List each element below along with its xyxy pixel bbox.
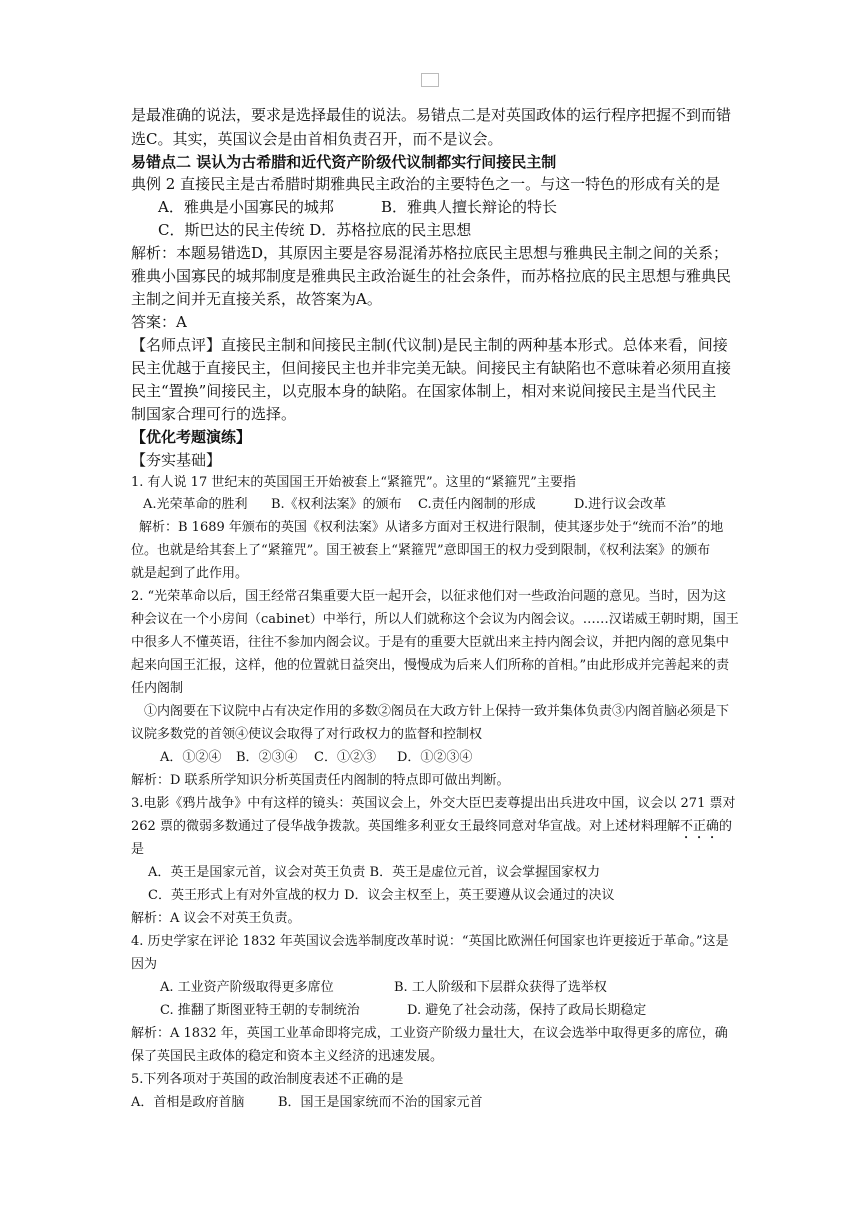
question-3 [131,816,732,842]
section-heading: 易错点二 误认为古希腊和近代资产阶级代议制都实行间接民主制 [131,153,557,171]
option-c: C. 推翻了斯图亚特王朝的专制统治 [160,1003,360,1018]
question-3: 是 [131,842,145,857]
analysis-line: 解析：B 1689 年颁布的英国《权利法案》从诸多方面对王权进行限制，使其逐步处于“统而不治”的地 [139,520,724,535]
emphasis-text: 不正确 [679,819,719,834]
analysis-line: 保了英国民主政体的稳定和资本主义经济的迅速发展。 [131,1049,444,1064]
question-2: 起来向国王汇报，这样，他的位置就日益突出，慢慢成为后来人们所称的首相。”由此形成并完善起来的责 [131,658,730,673]
option-a: A. 工业资产阶级取得更多席位 [160,980,334,995]
text-line: 选C。其实，英国议会是由首相负责召开，而不是议会。 [131,130,503,148]
analysis-line: 解析：本题易错选D，其原因主要是容易混淆苏格拉底民主思想与雅典民主制之间的关系； [131,244,729,262]
option-b: B.《权利法案》的颁布 [271,497,402,512]
option-a: A．雅典是小国寡民的城邦 [158,198,334,216]
statement-list: ①内阁要在下议院中占有决定作用的多数②阁员在大政方针上保持一致并集体负责③内阁首脑必须是下 [144,704,730,719]
option-a: A.光荣革命的胜利 [143,497,248,512]
example-question: 典例 2 直接民主是古希腊时期雅典民主政治的主要特色之一。与这一特色的形成有关的是 [131,175,721,193]
analysis-line: 解析：A 1832 年，英国工业革命即将完成，工业资产阶级力量壮大，在议会选举中取得更多的席位，确 [131,1026,728,1041]
option-c: C.责任内阁制的形成 [418,497,536,512]
question-5: 5.下列各项对于英国的政治制度表述不正确的是 [131,1072,404,1087]
options-cd: C．英王形式上有对外宣战的权力 D．议会主权至上，英王要遵从议会通过的决议 [148,888,615,903]
option-d: D．①②③④ [397,750,473,765]
statement-list: 议院多数党的首领④使议会取得了对行政权力的监督和控制权 [131,727,483,742]
option-b: B．②③④ [236,750,298,765]
option-b: B．国王是国家统而不治的国家元首 [278,1095,483,1110]
question-2: 种会议在一个小房间（cabinet）中举行，所以人们就称这个会议为内阁会议。……汉诺威王朝时期，国王 [131,612,739,627]
option-c: C．①②③ [314,750,376,765]
teacher-comment: 民主优越于直接民主，但间接民主也并非完美无缺。间接民主有缺陷也不意味着必须用直接 [131,359,732,377]
option-d: D.进行议会改革 [574,497,667,512]
analysis-line: 解析：D 联系所学知识分析英国责任内阁制的特点即可做出判断。 [131,773,510,788]
analysis-line: 主制之间并无直接关系，故答案为A。 [131,290,382,308]
option-b: B．雅典人擅长辩论的特长 [381,198,558,216]
question-2: 2. “光荣革命以后，国王经常召集重要大臣一起开会，以征求他们对一些政治问题的意见。当时，因为这 [131,589,727,604]
teacher-comment: 民主“置换”间接民主，以克服本身的缺陷。在国家体制上，相对来说间接民主是当代民主 [131,382,717,400]
option-a: A．①②④ [160,750,222,765]
question-3: 3.电影《鸦片战争》中有这样的镜头：英国议会上，外交大臣巴麦尊提出出兵进攻中国，议会以 271 票对 [131,796,736,811]
question-2: 中很多人不懂英语，往往不参加内阁会议。于是有的重要大臣就出来主持内阁会议，并把内阁的意见集中 [131,635,730,650]
question-3-text: 262 票的微弱多数通过了侵华战争拨款。英国维多利亚女王最终同意对华宣战。对上述材料理解 [131,819,680,834]
analysis-line: 就是起到了此作用。 [131,566,249,581]
section-heading: 【优化考题演练】 [131,428,252,446]
question-1: 1. 有人说 17 世纪末的英国国王开始被套上“紧箍咒”。这里的“紧箍咒”主要指 [131,475,576,490]
answer-line: 答案：A [131,313,187,331]
question-4: 因为 [131,957,158,972]
analysis-line: 位。也就是给其套上了“紧箍咒”。国王被套上“紧箍咒”意即国王的权力受到限制，《权利法案》的颁布 [131,543,711,558]
analysis-line: 解析：A 议会不对英王负责。 [131,911,301,926]
question-4: 4. 历史学家在评论 1832 年英国议会选举制度改革时说：“英国比欧洲任何国家也许更接近于革命。”这是 [131,934,729,949]
analysis-line: 雅典小国寡民的城邦制度是雅典民主政治诞生的社会条件，而苏格拉底的民主思想与雅典民 [131,267,732,285]
page-header-marker [421,73,439,87]
text-line: 是最准确的说法，要求是选择最佳的说法。易错点二是对英国政体的运行程序把握不到而错 [131,106,732,124]
section-heading: 【夯实基础】 [131,451,222,469]
options-ab: A．英王是国家元首，议会对英王负责 B．英王是虚位元首，议会掌握国家权力 [148,865,601,880]
question-3-text: 的 [718,819,732,834]
question-2: 任内阁制 [131,681,184,696]
option-a: A．首相是政府首脑 [131,1095,245,1110]
option-b: B. 工人阶级和下层群众获得了选举权 [394,980,607,995]
teacher-comment: 制国家合理可行的选择。 [131,405,297,423]
option-d: D. 避免了社会动荡，保持了政局长期稳定 [407,1003,647,1018]
teacher-comment: 【名师点评】直接民主制和间接民主制(代议制)是民主制的两种基本形式。总体来看，间接 [131,336,728,354]
options-cd: C．斯巴达的民主传统 D．苏格拉底的民主思想 [158,221,472,239]
